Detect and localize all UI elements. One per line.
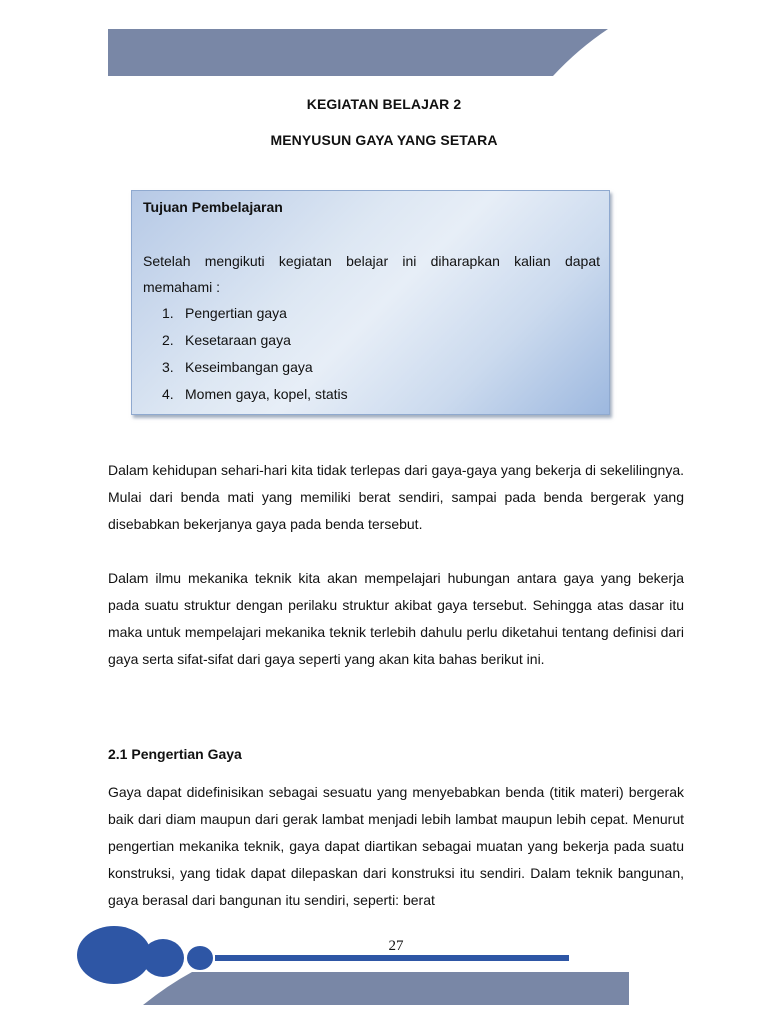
footer-decoration: [0, 920, 768, 1024]
body-paragraph: Dalam kehidupan sehari-hari kita tidak terlepas dari gaya-gaya yang bekerja di sekelilingnya. Mulai dari benda mati yang memiliki berat sendiri, sampai pada benda bergerak yang disebabkan bekerjanya gaya pada benda tersebut.: [108, 462, 684, 532]
objectives-title: Tujuan Pembelajaran: [143, 199, 283, 215]
objective-item: 2. Kesetaraan gaya: [162, 332, 291, 348]
page-number: 27: [388, 938, 404, 954]
section-heading: 2.1 Pengertian Gaya: [108, 746, 242, 762]
learning-objectives-box: [131, 190, 610, 415]
objective-item: 1. Pengertian gaya: [162, 305, 287, 321]
objective-item: 4. Momen gaya, kopel, statis: [162, 386, 348, 402]
objectives-intro: Setelah mengikuti kegiatan belajar ini diharapkan kalian dapat memahami :: [143, 253, 600, 295]
activity-heading: KEGIATAN BELAJAR 2: [306, 96, 462, 112]
objectives-list: [162, 300, 348, 408]
body-paragraph: Dalam ilmu mekanika teknik kita akan mempelajari hubungan antara gaya yang bekerja pada suatu struktur dengan perilaku struktur akibat gaya tersebut. Sehingga atas dasar itu maka untuk mempelajari mekanika teknik terlebih dahulu perlu diketahui tentang definisi dari gaya serta sifat-sifat dari gaya seperti yang akan kita bahas berikut ini.: [108, 570, 684, 667]
header-banner: [108, 29, 608, 76]
section-paragraph: Gaya dapat didefinisikan sebagai sesuatu yang menyebabkan benda (titik materi) bergerak baik dari diam maupun dari gerak lambat menjadi lebih lambat maupun lebih cepat. Menurut pengertian mekanika teknik, gaya dapat diartikan sebagai muatan yang bekerja pada suatu konstruksi, yang tidak dapat dilepaskan dari konstruksi itu sendiri. Dalam teknik bangunan, gaya berasal dari bangunan itu sendiri, seperti: berat: [108, 784, 684, 908]
chapter-title: MENYUSUN GAYA YANG SETARA: [270, 132, 498, 148]
objective-item: 3. Keseimbangan gaya: [162, 359, 313, 375]
